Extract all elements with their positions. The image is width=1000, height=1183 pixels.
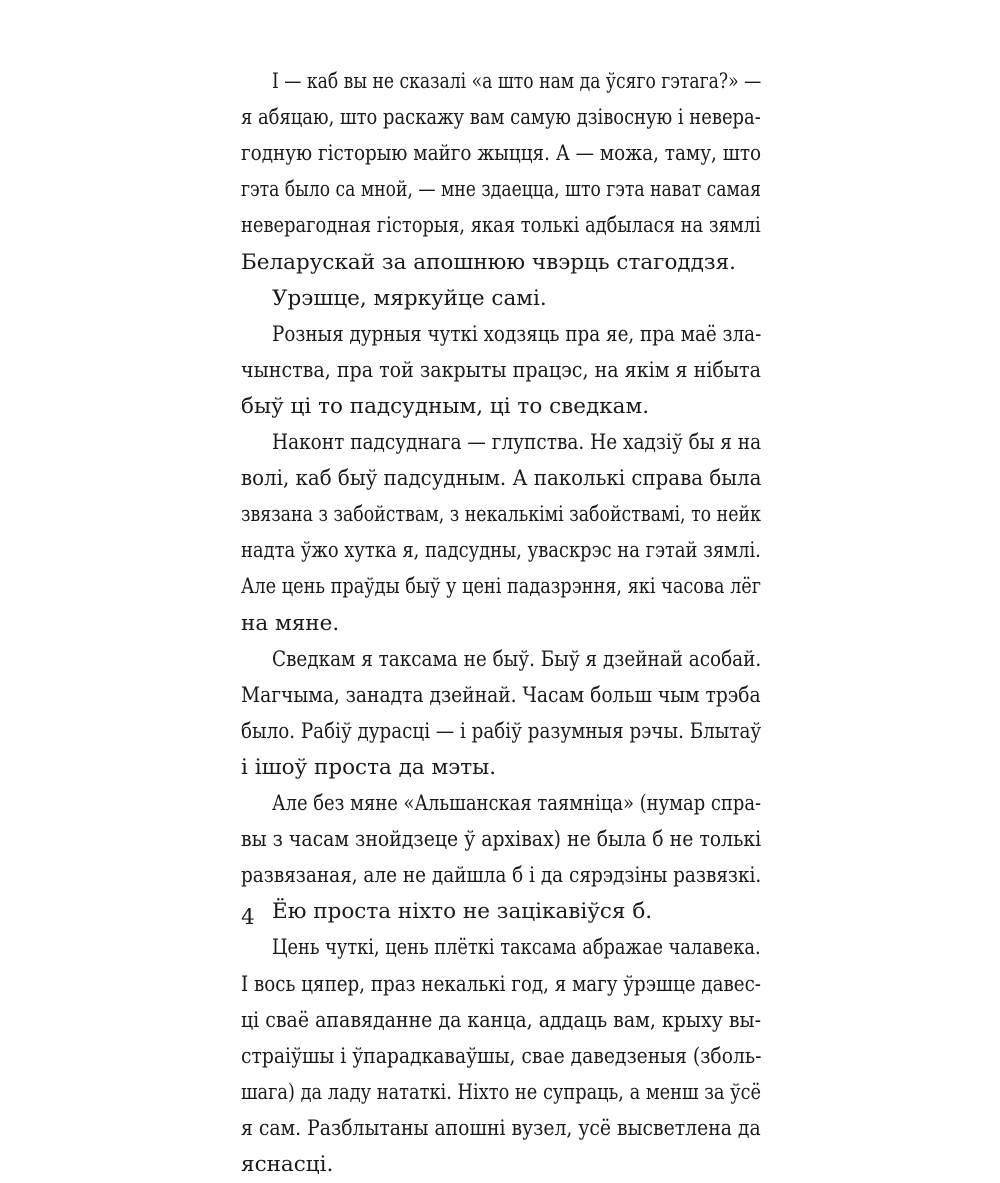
text-line: страіўшы і ўпарадкаваўшы, свае даведзеныя (зболь- bbox=[241, 1043, 762, 1069]
text-line: на мяне. bbox=[241, 610, 340, 636]
text-line: чынства, пра той закрыты працэс, на якім я нібыта bbox=[241, 357, 761, 383]
page-number: 4 bbox=[241, 905, 255, 930]
text-line: было. Рабіў дурасці — і рабіў разумныя рэчы. Блытаў bbox=[241, 718, 762, 744]
text-line: Магчыма, занадта дзейнай. Часам больш чым трэба bbox=[241, 682, 761, 708]
text-line: Але без мяне «Альшанская таямніца» (нумар спра- bbox=[272, 791, 762, 816]
text-line: І вось цяпер, праз некалькі год, я магу ўрэшце давес- bbox=[241, 971, 761, 997]
text-line: Наконт падсуднага — глупства. Не хадзіў бы я на bbox=[272, 430, 762, 455]
text-line: неверагодная гісторыя, якая толькі адбылася на зямлі bbox=[241, 213, 761, 239]
text-line: I — каб вы не сказалі «а што нам да ўсяго гэтага?» — bbox=[272, 69, 762, 94]
text-line: надта ўжо хутка я, падсудны, уваскрэс на гэтай зямлі. bbox=[241, 538, 761, 564]
text-line: развязаная, але не дайшла б і да сярэдзіны развязкі. bbox=[241, 863, 762, 889]
text-line: Урэшце, мяркуйце самі. bbox=[272, 285, 547, 311]
text-line: Беларускай за апошнюю чвэрць стагоддзя. bbox=[241, 249, 736, 275]
text-line: вы з часам знойдзеце ў архівах) не была б не толькі bbox=[241, 827, 762, 853]
text-line: гэта было са мной, — мне здаецца, што гэта нават самая bbox=[241, 177, 761, 203]
text-line: Ёю проста ніхто не зацікавіўся б. bbox=[272, 899, 653, 925]
text-line: я абяцаю, што раскажу вам самую дзівосную і невера- bbox=[241, 105, 761, 131]
text-line: шага) да ладу нататкі. Ніхто не супраць, а менш за ўсё bbox=[241, 1079, 762, 1105]
text-line: Але цень праўды быў у цені падазрэння, які часова лёг bbox=[241, 574, 762, 600]
text-line: быў ці то падсудным, ці то сведкам. bbox=[241, 393, 650, 419]
text-line: я сам. Разблытаны апошні вузел, усё высветлена да bbox=[241, 1115, 761, 1141]
text-line: Цень чуткі, цень плёткі таксама абражае чалавека. bbox=[272, 935, 761, 961]
text-line: і ішоў проста да мэты. bbox=[241, 754, 497, 780]
text-line: годную гісторыю майго жыцця. А — можа, таму, што bbox=[241, 141, 762, 167]
text-line: ці сваё апавяданне да канца, аддаць вам, крыху вы- bbox=[241, 1007, 761, 1033]
text-line: звязана з забойствам, з некалькімі забойствамі, то нейк bbox=[241, 502, 761, 528]
text-line: волі, каб быў падсудным. А паколькі справа была bbox=[241, 466, 762, 492]
text-line: Сведкам я таксама не быў. Быў я дзейнай асобай. bbox=[272, 646, 762, 672]
text-line: яснасці. bbox=[241, 1152, 334, 1177]
text-line: Розныя дурныя чуткі ходзяць пра яе, пра маё зла- bbox=[272, 321, 762, 347]
